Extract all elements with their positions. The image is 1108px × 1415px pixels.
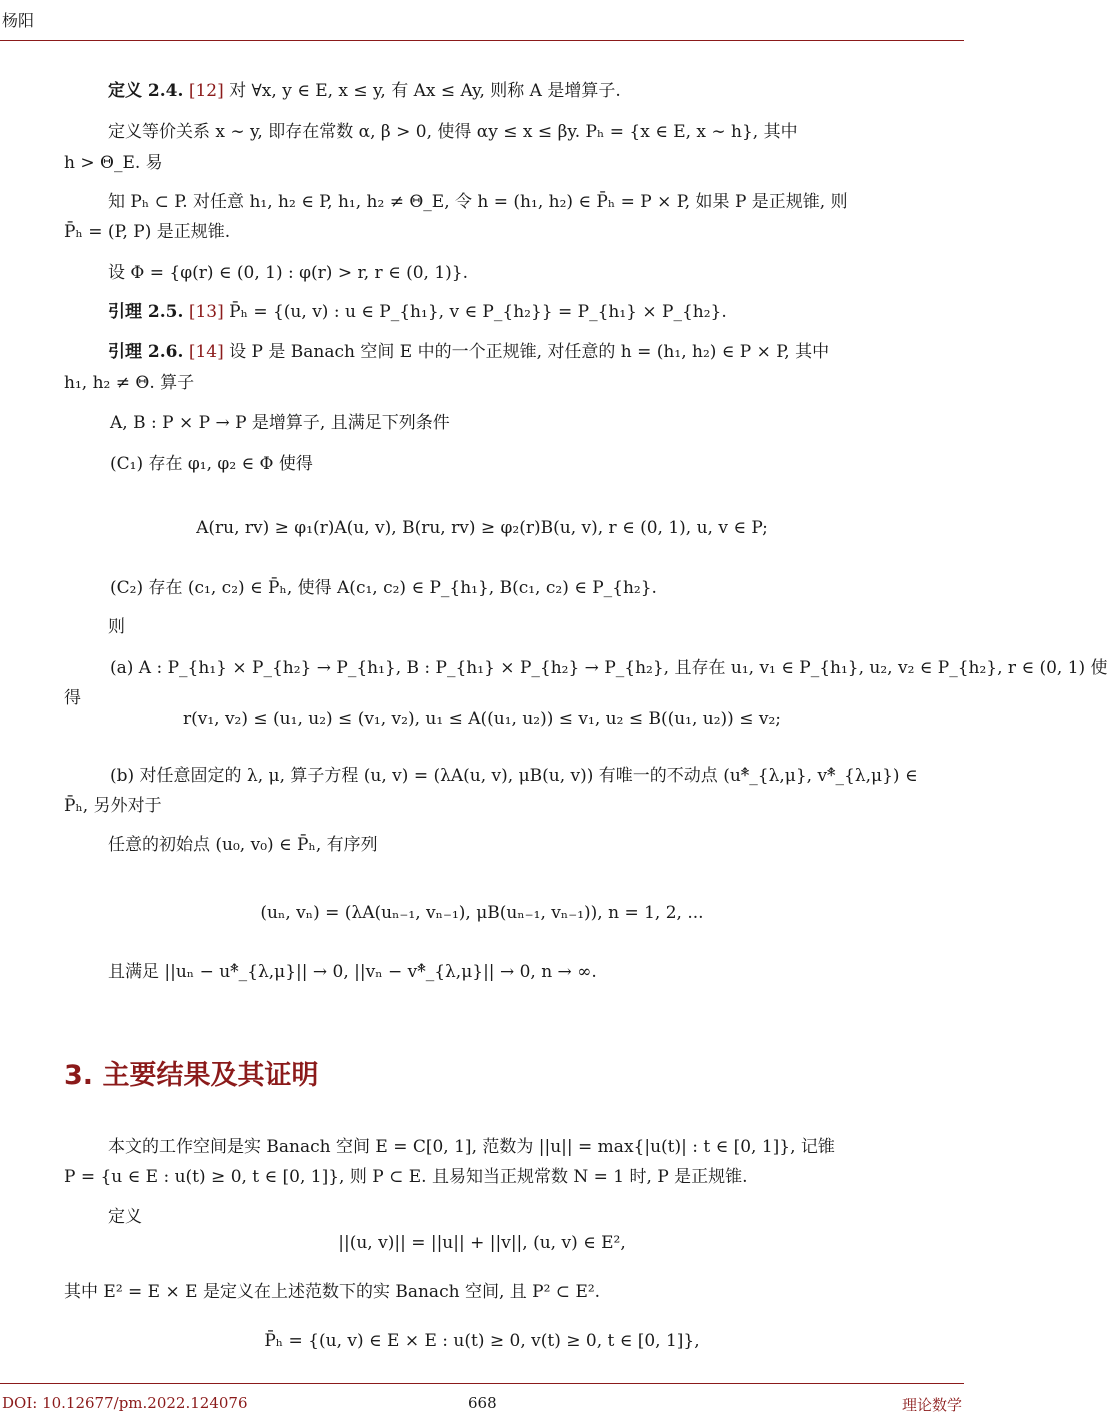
paragraph-line: 得 xyxy=(64,688,81,708)
lemma-label: 引理 2.5. xyxy=(108,302,184,322)
lemma-text: 设 P 是 Banach 空间 E 中的一个正规锥, 对任意的 h = (h₁, h₂) ∈ P × P, 其中 xyxy=(223,342,830,362)
paragraph-line: 本文的工作空间是实 Banach 空间 E = C[0, 1], 范数为 ||u|| = max{|u(t)| : t ∈ [0, 1]}, 记锥 xyxy=(108,1137,835,1157)
paragraph-line: 任意的初始点 (u₀, v₀) ∈ P̄ₕ, 有序列 xyxy=(108,835,378,855)
lemma-text: P̄ₕ = {(u, v) : u ∈ P_{h₁}, v ∈ P_{h₂}} = P_{h₁} × P_{h₂}. xyxy=(223,302,727,322)
display-equation: (uₙ, vₙ) = (λA(uₙ₋₁, vₙ₋₁), μB(uₙ₋₁, vₙ₋₁)), n = 1, 2, ... xyxy=(260,903,704,923)
lemma-2-5 xyxy=(108,297,727,322)
section-heading: 3. 主要结果及其证明 xyxy=(64,1060,319,1091)
running-header-author: 杨阳 xyxy=(2,11,35,30)
journal-name[interactable]: 理论数学 xyxy=(901,1396,962,1414)
lemma-2-6 xyxy=(108,337,829,362)
lemma-label: 引理 2.6. xyxy=(108,342,184,362)
citation-link[interactable]: [13] xyxy=(188,302,224,322)
paragraph-line: 其中 E² = E × E 是定义在上述范数下的实 Banach 空间, 且 P² ⊂ E². xyxy=(64,1282,601,1302)
paragraph-line: 定义 xyxy=(108,1207,142,1227)
header-rule xyxy=(0,40,964,41)
paragraph-line: 定义等价关系 x ∼ y, 即存在常数 α, β > 0, 使得 αy ≤ x ≤ βy. Pₕ = {x ∈ E, x ∼ h}, 其中 xyxy=(108,122,798,142)
display-equation: ||(u, v)|| = ||u|| + ||v||, (u, v) ∈ E², xyxy=(338,1233,626,1253)
paragraph-line: P = {u ∈ E : u(t) ≥ 0, t ∈ [0, 1]}, 则 P ⊂ E. 且易知当正规常数 N = 1 时, P 是正规锥. xyxy=(64,1167,748,1187)
condition-c2: (C₂) 存在 (c₁, c₂) ∈ P̄ₕ, 使得 A(c₁, c₂) ∈ P_{h₁}, B(c₁, c₂) ∈ P_{h₂}. xyxy=(110,578,657,598)
display-equation: r(v₁, v₂) ≤ (u₁, u₂) ≤ (v₁, v₂), u₁ ≤ A((u₁, u₂)) ≤ v₁, u₂ ≤ B((u₁, u₂)) ≤ v₂; xyxy=(182,709,782,729)
paragraph-line: P̄ₕ, 另外对于 xyxy=(64,796,162,816)
paragraph-line: 设 Φ = {φ(r) ∈ (0, 1) : φ(r) > r, r ∈ (0, 1)}. xyxy=(108,263,468,283)
display-equation: A(ru, rv) ≥ φ₁(r)A(u, v), B(ru, rv) ≥ φ₂(r)B(u, v), r ∈ (0, 1), u, v ∈ P; xyxy=(196,518,768,538)
paragraph-line: 知 Pₕ ⊂ P. 对任意 h₁, h₂ ∈ P, h₁, h₂ ≠ Θ_E, 令 h = (h₁, h₂) ∈ P̄ₕ = P × P, 如果 P 是正规锥, 则 xyxy=(108,192,848,212)
paragraph-line: A, B : P × P → P 是增算子, 且满足下列条件 xyxy=(110,413,450,433)
paragraph-line: 则 xyxy=(108,617,125,637)
footer-rule xyxy=(0,1383,964,1384)
paragraph-line: h₁, h₂ ≠ Θ. 算子 xyxy=(64,373,195,393)
citation-link[interactable]: [14] xyxy=(188,342,224,362)
conclusion-a: (a) A : P_{h₁} × P_{h₂} → P_{h₁}, B : P_{h₁} × P_{h₂} → P_{h₂}, 且存在 u₁, v₁ ∈ P_{h₁}, u₂, v₂ ∈ P_{h₂}, r ∈ (0, 1) 使 xyxy=(110,658,1108,678)
conclusion-b: (b) 对任意固定的 λ, μ, 算子方程 (u, v) = (λA(u, v), μB(u, v)) 有唯一的不动点 (u*̂_{λ,μ}, v*̂_{λ,μ}) ∈ xyxy=(110,766,918,786)
citation-link[interactable]: [12] xyxy=(188,81,224,101)
paragraph-line: P̄ₕ = (P, P) 是正规锥. xyxy=(64,222,231,242)
definition-text: 对 ∀x, y ∈ E, x ≤ y, 有 Ax ≤ Ay, 则称 A 是增算子. xyxy=(223,81,621,101)
page-number: 668 xyxy=(468,1394,497,1412)
paragraph-line: h > Θ_E. 易 xyxy=(64,153,163,173)
definition-2-4 xyxy=(108,76,621,101)
condition-c1: (C₁) 存在 φ₁, φ₂ ∈ Φ 使得 xyxy=(110,454,313,474)
doi-link[interactable]: DOI: 10.12677/pm.2022.124076 xyxy=(2,1394,248,1412)
paragraph-line: 且满足 ||uₙ − u*̂_{λ,μ}|| → 0, ||vₙ − v*̂_{λ,μ}|| → 0, n → ∞. xyxy=(108,962,597,982)
display-equation: P̄ₕ = {(u, v) ∈ E × E : u(t) ≥ 0, v(t) ≥ 0, t ∈ [0, 1]}, xyxy=(264,1331,700,1351)
definition-label: 定义 2.4. xyxy=(108,81,184,101)
